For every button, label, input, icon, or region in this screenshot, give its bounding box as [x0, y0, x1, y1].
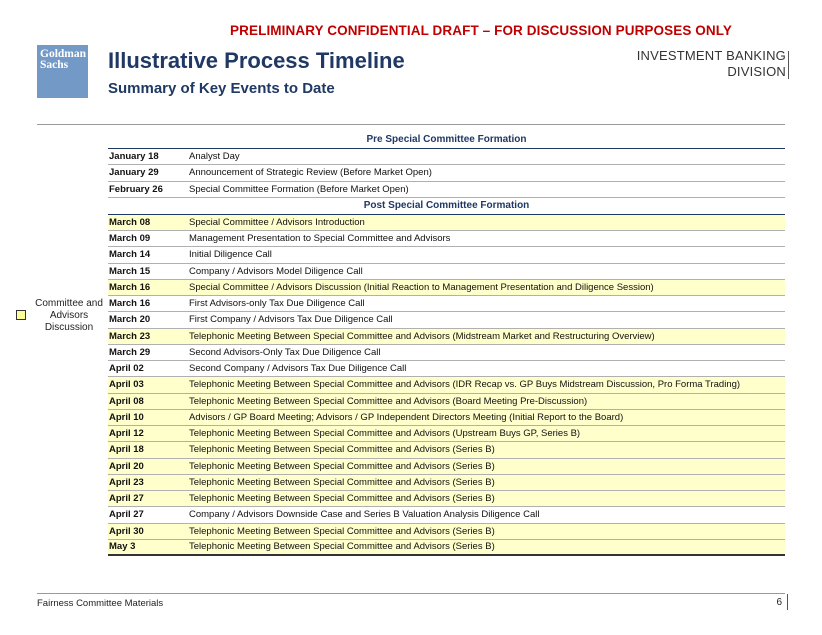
timeline-row — [108, 231, 785, 247]
event-date: March 23 — [109, 330, 151, 342]
event-date: April 02 — [109, 363, 144, 375]
event-description: Second Company / Advisors Tax Due Diligence Call — [189, 363, 407, 375]
event-date: March 29 — [109, 346, 151, 358]
event-date: March 16 — [109, 281, 151, 293]
timeline-row — [108, 377, 785, 393]
timeline-row — [108, 394, 785, 410]
section-header: Pre Special Committee Formation — [108, 132, 785, 149]
timeline-row — [108, 507, 785, 523]
event-description: Advisors / GP Board Meeting; Advisors / GP Independent Directors Meeting (Initial Report to the Board) — [189, 411, 624, 423]
event-date: April 27 — [109, 509, 144, 521]
logo-line-2: Sachs — [40, 58, 69, 71]
division-line-2: DIVISION — [727, 64, 786, 79]
event-description: First Company / Advisors Tax Due Diligence Call — [189, 314, 393, 326]
timeline-row — [108, 442, 785, 458]
timeline-row — [108, 280, 785, 296]
page-number: 6 — [776, 597, 782, 608]
division-divider — [788, 51, 789, 79]
timeline-row — [108, 329, 785, 345]
event-description: Company / Advisors Downside Case and Series B Valuation Analysis Diligence Call — [189, 509, 540, 521]
event-description: Telephonic Meeting Between Special Committee and Advisors (IDR Recap vs. GP Buys Midstream Discussion, Pro Forma Trading) — [189, 379, 741, 391]
event-description: Second Advisors-Only Tax Due Diligence Call — [189, 346, 381, 358]
event-date: April 27 — [109, 493, 144, 505]
legend-label: Committee and Advisors Discussion — [35, 298, 103, 333]
header-rule — [37, 124, 785, 125]
event-description: Initial Diligence Call — [189, 249, 272, 261]
event-date: January 29 — [109, 167, 159, 179]
division-line-1: INVESTMENT BANKING — [636, 48, 786, 63]
timeline-row — [108, 182, 785, 198]
page-number-divider — [787, 594, 788, 610]
event-description: Telephonic Meeting Between Special Committee and Advisors (Upstream Buys GP, Series B) — [189, 428, 581, 440]
event-date: March 20 — [109, 314, 151, 326]
event-date: March 14 — [109, 249, 151, 261]
event-description: Telephonic Meeting Between Special Committee and Advisors (Series B) — [189, 444, 495, 456]
logo-line-1: Goldman — [40, 48, 87, 60]
event-description: Telephonic Meeting Between Special Committee and Advisors (Board Meeting Pre-Discussion) — [189, 395, 588, 407]
event-description: Telephonic Meeting Between Special Committee and Advisors (Midstream Market and Restructuring Overview) — [189, 330, 655, 342]
timeline-row — [108, 491, 785, 507]
event-description: Special Committee / Advisors Discussion (Initial Reaction to Management Presentation and Diligence Session) — [189, 281, 654, 293]
draft-banner-text: PRELIMINARY CONFIDENTIAL DRAFT – FOR DISCUSSION PURPOSES ONLY — [230, 23, 732, 38]
division-label — [637, 48, 786, 80]
event-date: May 3 — [109, 541, 136, 553]
footer-text: Fairness Committee Materials — [37, 598, 164, 609]
event-description: Special Committee Formation (Before Market Open) — [189, 183, 409, 195]
timeline-row — [108, 361, 785, 377]
section-header: Post Special Committee Formation — [108, 198, 785, 215]
event-description: Telephonic Meeting Between Special Committee and Advisors (Series B) — [189, 541, 495, 553]
timeline-row — [108, 475, 785, 491]
goldman-sachs-logo — [37, 45, 88, 98]
timeline-row — [108, 426, 785, 442]
event-date: March 08 — [109, 216, 151, 228]
event-description: Telephonic Meeting Between Special Committee and Advisors (Series B) — [189, 525, 495, 537]
event-date: April 20 — [109, 460, 144, 472]
timeline-row — [108, 264, 785, 280]
event-date: March 09 — [109, 233, 151, 245]
footer-rule — [37, 593, 785, 594]
event-description: Special Committee / Advisors Introduction — [189, 216, 365, 228]
event-date: April 12 — [109, 428, 144, 440]
timeline-row — [108, 296, 785, 312]
event-description: Telephonic Meeting Between Special Committee and Advisors (Series B) — [189, 476, 495, 488]
event-date: March 15 — [109, 265, 151, 277]
event-date: February 26 — [109, 183, 163, 195]
event-date: April 30 — [109, 525, 144, 537]
page-title: Illustrative Process Timeline — [108, 48, 405, 73]
timeline-row — [108, 410, 785, 426]
event-description: First Advisors-only Tax Due Diligence Call — [189, 298, 365, 310]
timeline-row — [108, 312, 785, 328]
event-date: January 18 — [109, 151, 159, 163]
event-description: Management Presentation to Special Committee and Advisors — [189, 233, 451, 245]
event-date: March 16 — [109, 298, 151, 310]
event-date: April 10 — [109, 411, 144, 423]
event-description: Company / Advisors Model Diligence Call — [189, 265, 363, 277]
event-date: April 08 — [109, 395, 144, 407]
timeline-row — [108, 247, 785, 263]
event-description: Analyst Day — [189, 151, 240, 163]
timeline-row — [108, 524, 785, 540]
event-description: Telephonic Meeting Between Special Committee and Advisors (Series B) — [189, 493, 495, 505]
timeline-table — [108, 132, 785, 556]
timeline-row — [108, 215, 785, 231]
event-date: April 18 — [109, 444, 144, 456]
event-date: April 03 — [109, 379, 144, 391]
event-description: Announcement of Strategic Review (Before Market Open) — [189, 167, 432, 179]
draft-banner — [0, 23, 822, 38]
page-subtitle: Summary of Key Events to Date — [108, 80, 335, 97]
timeline-row — [108, 345, 785, 361]
timeline-row — [108, 540, 785, 556]
event-description: Telephonic Meeting Between Special Committee and Advisors (Series B) — [189, 460, 495, 472]
timeline-row — [108, 149, 785, 165]
event-date: April 23 — [109, 476, 144, 488]
timeline-row — [108, 165, 785, 181]
legend-swatch — [16, 310, 26, 320]
timeline-row — [108, 459, 785, 475]
